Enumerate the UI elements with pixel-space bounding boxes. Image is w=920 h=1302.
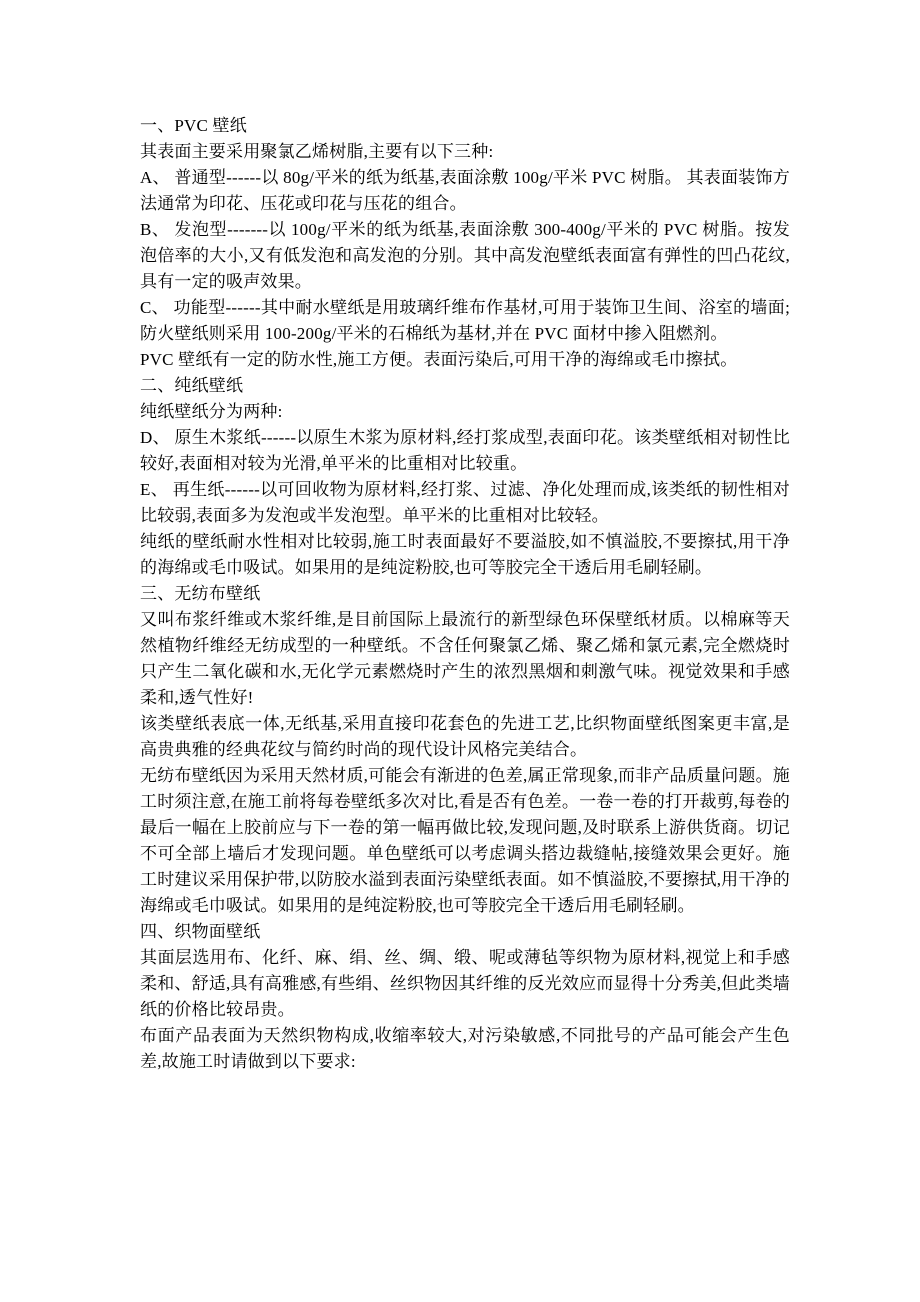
paragraph: C、 功能型------其中耐水壁纸是用玻璃纤维布作基材,可用于装饰卫生间、浴室的墙面; 防火壁纸则采用 100-200g/平米的石棉纸为基材,并在 PVC 面材中掺入阻燃剂。 (140, 298, 790, 343)
paragraph: 又叫布浆纤维或木浆纤维,是目前国际上最流行的新型绿色环保壁纸材质。以棉麻等天然植物纤维经无纺成型的一种壁纸。不含任何聚氯乙烯、聚乙烯和氯元素,完全燃烧时只产生二氧化碳和水,无化学元素燃烧时产生的浓烈黑烟和刺激气味。视觉效果和手感柔和,透气性好! (140, 610, 790, 707)
paragraph: 纯纸的壁纸耐水性相对比较弱,施工时表面最好不要溢胶,如不慎溢胶,不要擦拭,用干净的海绵或毛巾吸试。如果用的是纯淀粉胶,也可等胶完全干透后用毛刷轻刷。 (140, 532, 790, 577)
paragraph: 无纺布壁纸因为采用天然材质,可能会有渐进的色差,属正常现象,而非产品质量问题。施工时须注意,在施工前将每卷壁纸多次对比,看是否有色差。一卷一卷的打开裁剪,每卷的最后一幅在上胶前应与下一卷的第一幅再做比较,发现问题,及时联系上游供货商。切记不可全部上墙后才发现问题。单色壁纸可以考虑调头搭边裁缝帖,接缝效果会更好。施工时建议采用保护带,以防胶水溢到表面污染壁纸表面。如不慎溢胶,不要擦拭,用干净的海绵或毛巾吸试。如果用的是纯淀粉胶,也可等胶完全干透后用毛刷轻刷。 (140, 766, 790, 915)
paragraph: 其面层选用布、化纤、麻、绢、丝、绸、缎、呢或薄毡等织物为原材料,视觉上和手感柔和、舒适,具有高雅感,有些绢、丝织物因其纤维的反光效应而显得十分秀美,但此类墙纸的价格比较昂贵。 (140, 948, 790, 1019)
paragraph: E、 再生纸------以可回收物为原材料,经打浆、过滤、净化处理而成,该类纸的韧性相对比较弱,表面多为发泡或半发泡型。单平米的比重相对比较轻。 (140, 480, 790, 525)
paragraph: 其表面主要采用聚氯乙烯树脂,主要有以下三种: (140, 142, 494, 161)
paragraph: 四、织物面壁纸 (140, 922, 261, 941)
paragraph: D、 原生木浆纸------以原生木浆为原材料,经打浆成型,表面印花。该类壁纸相对韧性比较好,表面相对较为光滑,单平米的比重相对比较重。 (140, 428, 790, 473)
paragraph: B、 发泡型-------以 100g/平米的纸为纸基,表面涂敷 300-400g/平米的 PVC 树脂。按发泡倍率的大小,又有低发泡和高发泡的分别。其中高发泡壁纸表面富有弹性的凹凸花纹,具有一定的吸声效果。 (140, 220, 790, 291)
paragraph: 布面产品表面为天然织物构成,收缩率较大,对污染敏感,不同批号的产品可能会产生色差,故施工时请做到以下要求: (140, 1026, 790, 1071)
paragraph: 纯纸壁纸分为两种: (140, 402, 283, 421)
paragraph: 三、无纺布壁纸 (140, 584, 261, 603)
paragraph: 一、PVC 壁纸 (140, 116, 247, 135)
document-body (140, 113, 790, 1075)
paragraph: 二、纯纸壁纸 (140, 376, 244, 395)
paragraph: PVC 壁纸有一定的防水性,施工方便。表面污染后,可用干净的海绵或毛巾擦拭。 (140, 350, 738, 369)
paragraph: A、 普通型------以 80g/平米的纸为纸基,表面涂敷 100g/平米 PVC 树脂。 其表面装饰方法通常为印花、压花或印花与压花的组合。 (140, 168, 790, 213)
paragraph: 该类壁纸表底一体,无纸基,采用直接印花套色的先进工艺,比织物面壁纸图案更丰富,是高贵典雅的经典花纹与简约时尚的现代设计风格完美结合。 (140, 714, 790, 759)
